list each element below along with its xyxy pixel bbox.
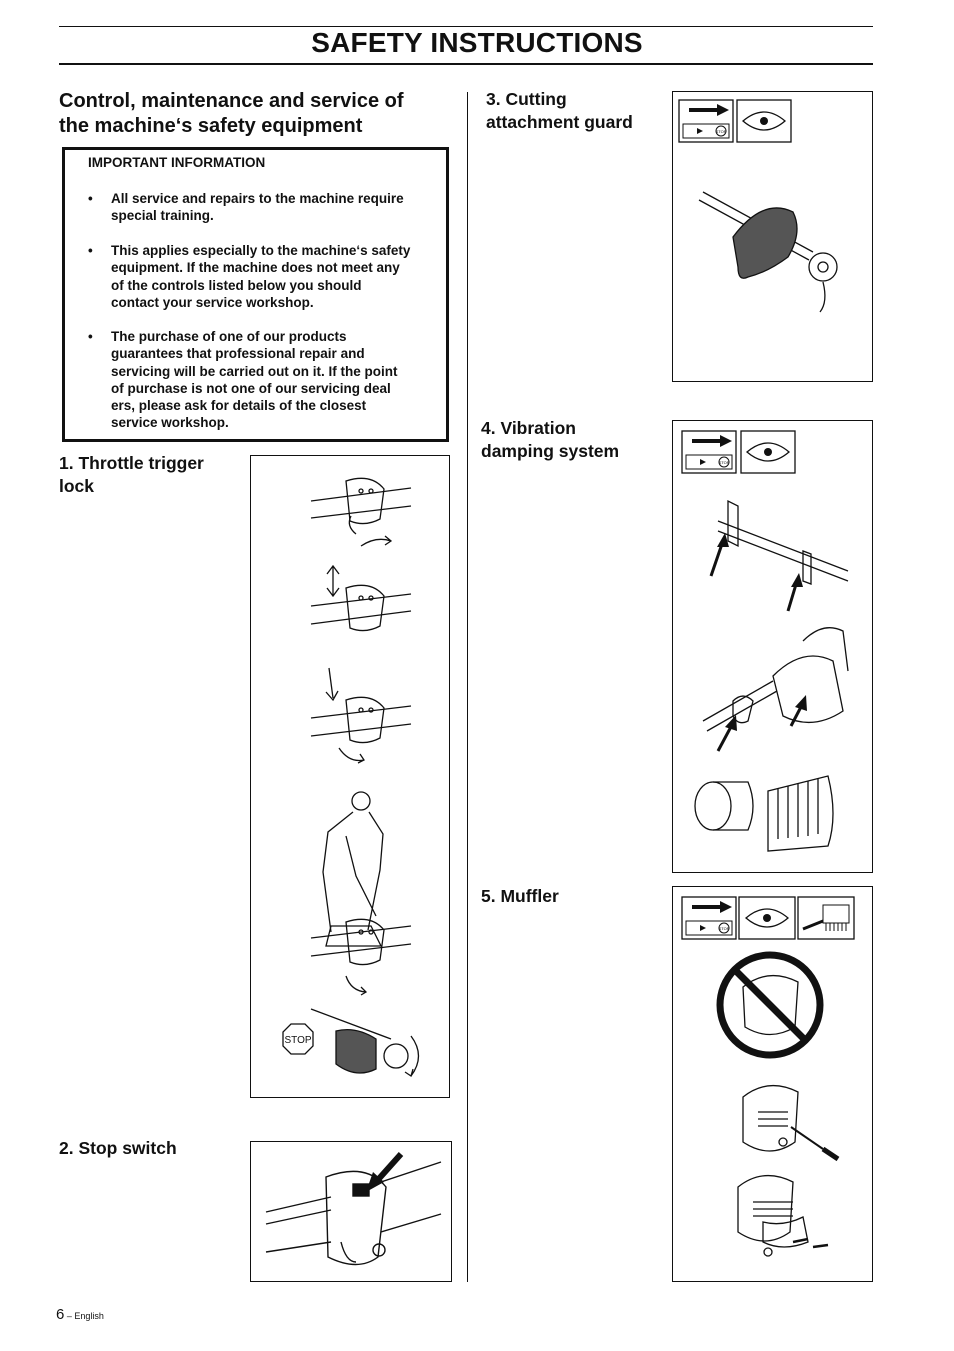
screw-icon: [793, 1239, 808, 1242]
pointer-arrow-icon: [788, 573, 803, 611]
footer-language: – English: [64, 1311, 104, 1321]
important-info-title: IMPORTANT INFORMATION: [88, 155, 266, 170]
figure-muffler: [672, 886, 873, 1282]
throttle-illustration: [251, 456, 451, 1099]
item-heading-cutting-attachment-guard: [486, 88, 666, 134]
screwdriver-icon: [791, 1127, 838, 1159]
stop-mini-label: STOP: [715, 129, 727, 134]
inspect-symbol-set: [679, 100, 791, 142]
pointer-arrow-icon: [718, 715, 737, 751]
section-heading-line-2: the machine‘s safety equipment: [59, 115, 363, 137]
item-heading-throttle-trigger-lock: [59, 452, 244, 498]
down-arrow-icon: [326, 668, 338, 700]
bullet-line: This applies especially to the machine‘s safety: [111, 243, 411, 258]
throttle-handle-step-1: [311, 478, 411, 546]
heading-line: 4. Vibration: [481, 418, 576, 438]
page-number: 6: [56, 1306, 65, 1323]
up-down-arrow-icon: [327, 566, 339, 596]
section-heading-line-1: Control, maintenance and service of: [59, 90, 404, 112]
trimmer-head-rotating: [311, 1009, 419, 1076]
bullet-symbol: •: [88, 191, 93, 206]
section-heading: [59, 89, 459, 139]
heading-line: 1. Throttle trigger: [59, 453, 204, 473]
muffler-illustration: [673, 887, 874, 1283]
muffler-assembly: [738, 1176, 828, 1256]
bullet-line: contact your service workshop.: [111, 294, 314, 310]
bullet-line: All service and repairs to the machine require: [111, 191, 404, 206]
bullet-line: of the controls listed below you should: [111, 277, 362, 293]
stop-switch-illustration: [251, 1142, 453, 1283]
item-heading-stop-switch: [59, 1137, 244, 1160]
throttle-handle-step-3: [311, 697, 411, 763]
heading-line: 2. Stop switch: [59, 1138, 177, 1158]
operator-figure: [323, 792, 383, 946]
muffler-cleaning: [743, 1086, 838, 1159]
arrow-icon: [700, 459, 706, 465]
bullet-line: of purchase is not one of our servicing deal: [111, 380, 391, 396]
heading-line: lock: [59, 476, 95, 496]
heading-line: attachment guard: [486, 112, 633, 132]
arrow-icon: [697, 128, 703, 134]
vibration-illustration: [673, 421, 874, 874]
column-divider: [467, 92, 468, 1282]
heading-line: 5. Muffler: [481, 886, 559, 906]
item-heading-muffler: [481, 885, 661, 908]
throttle-handle-step-2: [311, 585, 411, 630]
arrow-icon: [700, 925, 706, 931]
prohibited-icon: [720, 955, 820, 1055]
stop-sign-icon: [283, 1024, 313, 1054]
brush-icon: [803, 905, 849, 931]
heading-line: damping system: [481, 441, 620, 461]
stop-mini-label: STOP: [718, 926, 730, 931]
figure-cutting-attachment-guard: [672, 91, 873, 382]
figure-stop-switch: [250, 1141, 452, 1282]
eye-icon: [747, 443, 789, 461]
bullet-line: ers, please ask for details of the closest: [111, 398, 367, 414]
bullet-line: The purchase of one of our products: [111, 329, 347, 344]
figure-vibration-damping-system: [672, 420, 873, 873]
item-heading-vibration-damping-system: [481, 417, 661, 463]
eye-icon: [743, 112, 785, 130]
bullet-line: servicing will be carried out on it. If the point: [111, 363, 398, 379]
eye-icon: [746, 909, 788, 927]
bullet-symbol: •: [88, 243, 93, 258]
figure-throttle-trigger-lock: [250, 455, 450, 1098]
throttle-handle-step-4: [311, 919, 411, 995]
page-title: SAFETY INSTRUCTIONS: [311, 27, 643, 58]
bullet-symbol: •: [88, 329, 93, 344]
bullet-line: service workshop.: [111, 415, 229, 431]
bullet-line: special training.: [111, 208, 214, 224]
header-bottom-rule: [59, 63, 873, 65]
heading-line: 3. Cutting: [486, 89, 567, 109]
inspect-symbol-set: [682, 431, 795, 473]
pointer-arrow-icon: [711, 533, 729, 576]
bullet-line: guarantees that professional repair and: [111, 346, 365, 362]
stop-mini-label: STOP: [718, 460, 730, 465]
bullet-line: equipment. If the machine does not meet any: [111, 260, 400, 276]
page-footer: [56, 1306, 104, 1323]
stop-sign-label: STOP: [284, 1035, 312, 1046]
inspect-symbol-set: [682, 897, 854, 939]
screw-icon: [813, 1245, 828, 1247]
guard-illustration: [673, 92, 874, 383]
pointer-arrow-icon: [366, 1154, 401, 1192]
